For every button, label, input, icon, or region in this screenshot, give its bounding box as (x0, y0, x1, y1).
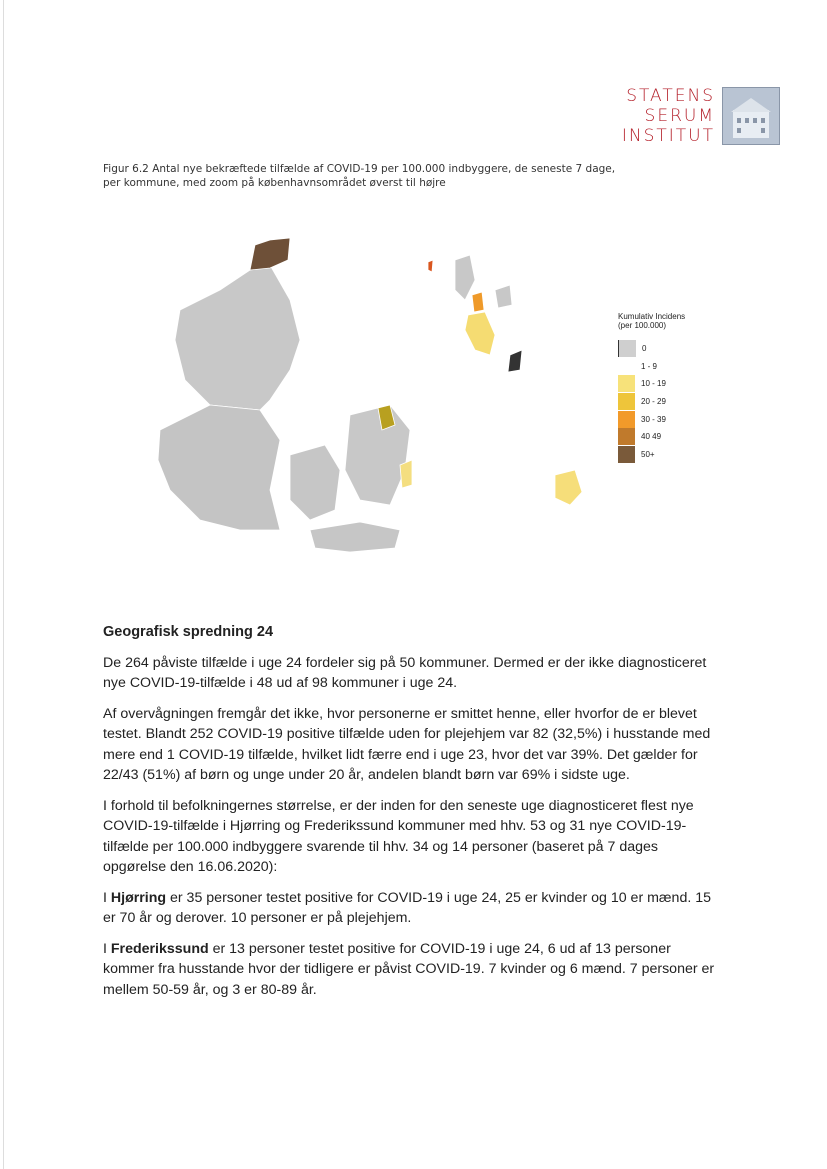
region-east-zealand (400, 460, 412, 488)
region-inset-yellow (465, 312, 495, 355)
logo-line-2: SERUM (644, 106, 715, 126)
body-text (103, 622, 723, 1010)
municipality-name: Frederikssund (110, 940, 209, 957)
legend-item (618, 358, 688, 376)
logo-line-3: INSTITUT (621, 126, 715, 146)
legend-label: 1 - 9 (641, 361, 658, 371)
legend-swatch (618, 375, 635, 392)
paragraph (103, 939, 723, 1001)
region-south-jutland (158, 405, 280, 530)
legend-label: 10 - 19 (641, 379, 666, 389)
municipality-name: Hjørring (110, 889, 167, 906)
legend-swatch (618, 393, 635, 410)
legend-title: Kumulativ Incidens (per 100.000) (618, 312, 686, 330)
legend-item (618, 375, 688, 393)
legend-item (618, 446, 688, 464)
region-small-red (428, 260, 433, 272)
region-zealand (345, 405, 410, 505)
legend-label: 50+ (641, 449, 655, 459)
legend-swatch (618, 428, 635, 445)
ssi-building-logo-icon (722, 87, 780, 145)
legend-item (618, 410, 688, 428)
text: er 13 personer testet positive for COVID-19 i uge 24, 6 ud af 13 personer kommer fra husstande hvor der tidligere er påvist COVID-19. 7 kvinder og 6 mænd. 7 personer er mellem 50-59 år, og 3 er 80-89 år. (103, 940, 715, 998)
ssi-logo-text (622, 86, 715, 146)
region-funen (290, 445, 340, 520)
legend-swatch (618, 446, 635, 463)
region-inset-island (508, 350, 522, 372)
region-lolland (310, 522, 400, 552)
logo-line-1: STATENS (626, 86, 715, 106)
figure-caption: Figur 6.2 Antal nye bekræftede tilfælde af COVID-19 per 100.000 indbyggere, de seneste 7 dage, per kommune, med zoom på københavnsområdet øverst til højre (103, 163, 616, 189)
region-jutland (175, 265, 300, 410)
region-bornholm (555, 470, 582, 505)
legend-swatch (618, 411, 635, 428)
page-edge (3, 0, 4, 1169)
paragraph: De 264 påviste tilfælde i uge 24 fordeler sig på 50 kommuner. Dermed er der ikke diagnosticeret nye COVID-19-tilfælde i 48 ud af 98 kommuner i uge 24. (103, 654, 707, 691)
legend-item (618, 340, 688, 358)
legend-item (618, 428, 688, 446)
region-hjorring (250, 238, 290, 270)
legend-label: 40 49 (641, 432, 662, 442)
legend-label: 30 - 39 (641, 414, 666, 424)
legend-swatch (618, 358, 635, 375)
legend-label: 0 (642, 344, 647, 354)
paragraph (103, 888, 723, 929)
text: I (103, 940, 111, 957)
legend-label: 20 - 29 (641, 397, 666, 407)
text: I (103, 889, 111, 906)
region-inset-orange (472, 292, 484, 312)
legend-swatch (618, 340, 636, 357)
region-inset-north (455, 255, 475, 300)
text: er 35 personer testet positive for COVID-19 i uge 24, 25 er kvinder og 10 er mænd. 15 er 70 år og derover. 10 personer er på plejehjem. (103, 889, 711, 926)
denmark-incidence-map (150, 230, 610, 570)
paragraph: Af overvågningen fremgår det ikke, hvor personerne er smittet henne, eller hvorfor de er blevet testet. Blandt 252 COVID-19 positive tilfælde uden for plejehjem var 82 (32,5%) i husstande med mere end 1 COVID-19 tilfælde, hvilket lidt færre end i uge 23, hvor det var 39%. Det gælder for 22/43 (51%) af børn og unge under 20 år, andelen blandt børn var 69% i sidste uge. (103, 705, 711, 783)
region-inset-east (495, 285, 512, 308)
section-heading: Geografisk spredning 24 (103, 624, 274, 640)
legend-item (618, 393, 688, 411)
paragraph: I forhold til befolkningernes størrelse, er der inden for den seneste uge diagnosticeret flest nye COVID-19-tilfælde i Hjørring og Frederikssund kommuner med hhv. 53 og 31 nye COVID-19-tilfælde per 100.000 indbyggere svarende til hhv. 34 og 14 personer (baseret på 7 dages opgørelse den 16.06.2020): (103, 797, 694, 875)
map-legend (618, 312, 688, 463)
